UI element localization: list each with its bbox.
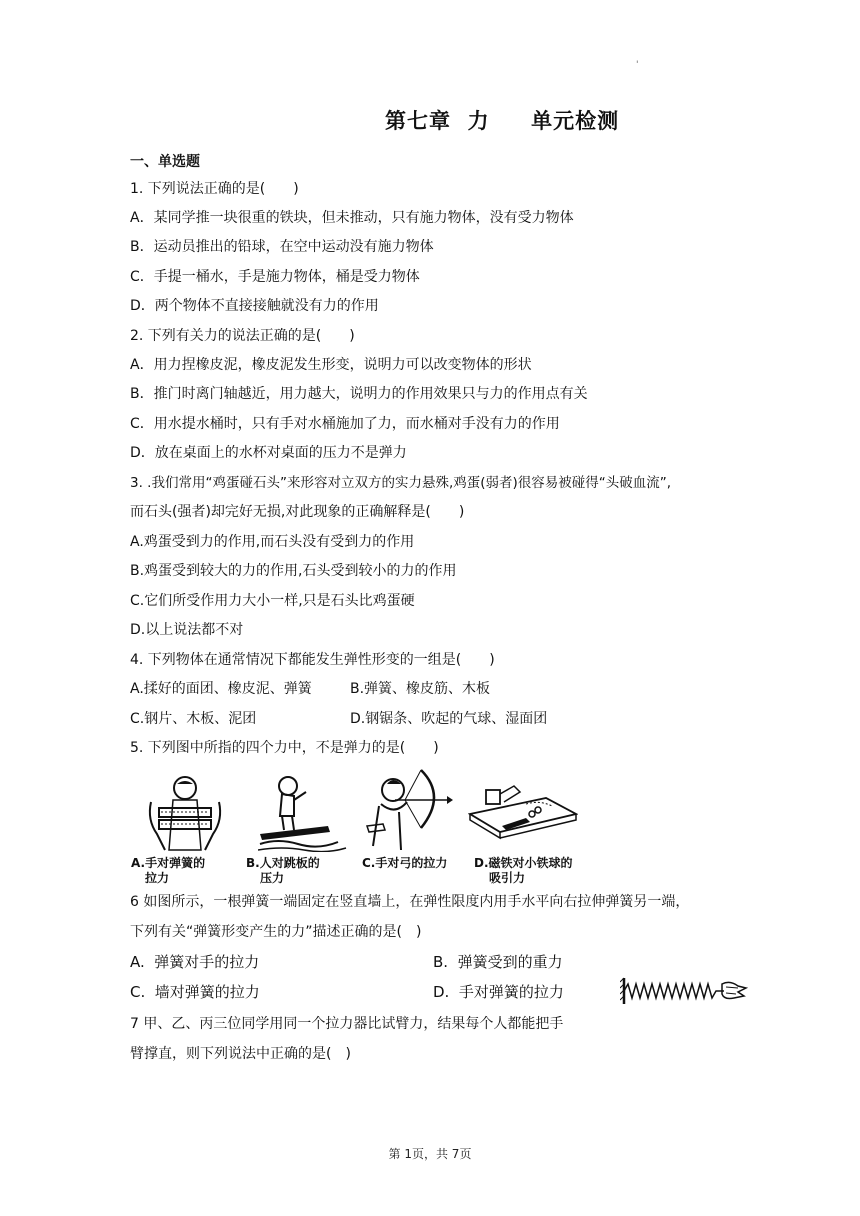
figure-d-caption-line2: 吸引力 [489,871,526,885]
q2-option-b: B．推门时离门轴越近，用力越大，说明力的作用效果只与力的作用点有关 [130,386,588,402]
q4-option-a: A.揉好的面团、橡皮泥、弹簧 [130,681,312,697]
q4-stem: 4. 下列物体在通常情况下都能发生弹性形变的一组是( ) [130,652,495,668]
q3-option-a: A.鸡蛋受到力的作用,而石头没有受到力的作用 [130,534,415,550]
q6-option-d: D. 手对弹簧的拉力 [433,983,564,1001]
q3-option-b: B.鸡蛋受到较大的力的作用,石头受到较小的力的作用 [130,563,457,579]
page-footer: 第 1页，共 7页 [388,1147,472,1161]
figure-bow-and-arrow [365,766,455,856]
figure-b-caption-line1: B.人对跳板的 [246,856,320,870]
figure-diving-board [258,772,348,852]
q2-option-d: D．放在桌面上的水杯对桌面的压力不是弹力 [130,445,407,461]
figure-magnet-and-ball [468,780,578,850]
figure-d-caption-line1: D.磁铁对小铁球的 [474,856,573,870]
q3-option-c: C.它们所受作用力大小一样,只是石头比鸡蛋硬 [130,593,415,609]
figure-hand-pulling-spring [145,772,225,852]
figure-wall-spring-hand [620,976,750,1006]
q3-stem-line1: 3. .我们常用“鸡蛋碰石头”来形容对立双方的实力悬殊,鸡蛋(弱者)很容易被碰得“头破血流”, [130,475,672,491]
q1-option-c: C．手提一桶水，手是施力物体，桶是受力物体 [130,269,420,285]
q4-option-c: C.钢片、木板、泥团 [130,711,257,727]
q3-option-d: D.以上说法都不对 [130,622,244,638]
page-title: 第七章 力 单元检测 [385,109,620,133]
q6-option-b: B. 弹簧受到的重力 [433,953,563,971]
q1-stem: 1. 下列说法正确的是( ) [130,181,299,197]
q7-stem-line2: 臂撑直，则下列说法中正确的是( ) [130,1046,351,1062]
page-mark: ' [636,60,639,70]
q2-option-a: A．用力捏橡皮泥，橡皮泥发生形变，说明力可以改变物体的形状 [130,357,532,373]
q3-stem-line2: 而石头(强者)却完好无损,对此现象的正确解释是( ) [130,504,465,520]
figure-c-caption-line1: C.手对弓的拉力 [362,856,448,870]
section-heading: 一、单选题 [130,154,200,170]
q1-option-b: B．运动员推出的铅球，在空中运动没有施力物体 [130,239,434,255]
figure-b-caption-line2: 压力 [260,871,285,885]
q6-stem-line2: 下列有关“弹簧形变产生的力”描述正确的是( ) [130,924,422,940]
q7-stem-line1: 7 甲、乙、丙三位同学用同一个拉力器比试臂力，结果每个人都能把手 [130,1016,564,1032]
q5-stem: 5. 下列图中所指的四个力中，不是弹力的是( ) [130,740,439,756]
q4-option-d: D.钢锯条、吹起的气球、湿面团 [350,711,548,727]
q6-stem-line1: 6 如图所示，一根弹簧一端固定在竖直墙上，在弹性限度内用手水平向右拉伸弹簧另一端， [130,894,690,910]
q4-option-b: B.弹簧、橡皮筋、木板 [350,681,491,697]
q1-option-d: D．两个物体不直接接触就没有力的作用 [130,298,379,314]
q6-option-a: A. 弹簧对手的拉力 [130,953,260,971]
figure-a-caption-line1: A.手对弹簧的 [131,856,206,870]
figure-a-caption-line2: 拉力 [145,871,170,885]
q2-stem: 2. 下列有关力的说法正确的是( ) [130,328,355,344]
q2-option-c: C．用水提水桶时，只有手对水桶施加了力，而水桶对手没有力的作用 [130,416,560,432]
q6-option-c: C. 墙对弹簧的拉力 [130,983,260,1001]
q1-option-a: A．某同学推一块很重的铁块，但未推动，只有施力物体，没有受力物体 [130,210,574,226]
